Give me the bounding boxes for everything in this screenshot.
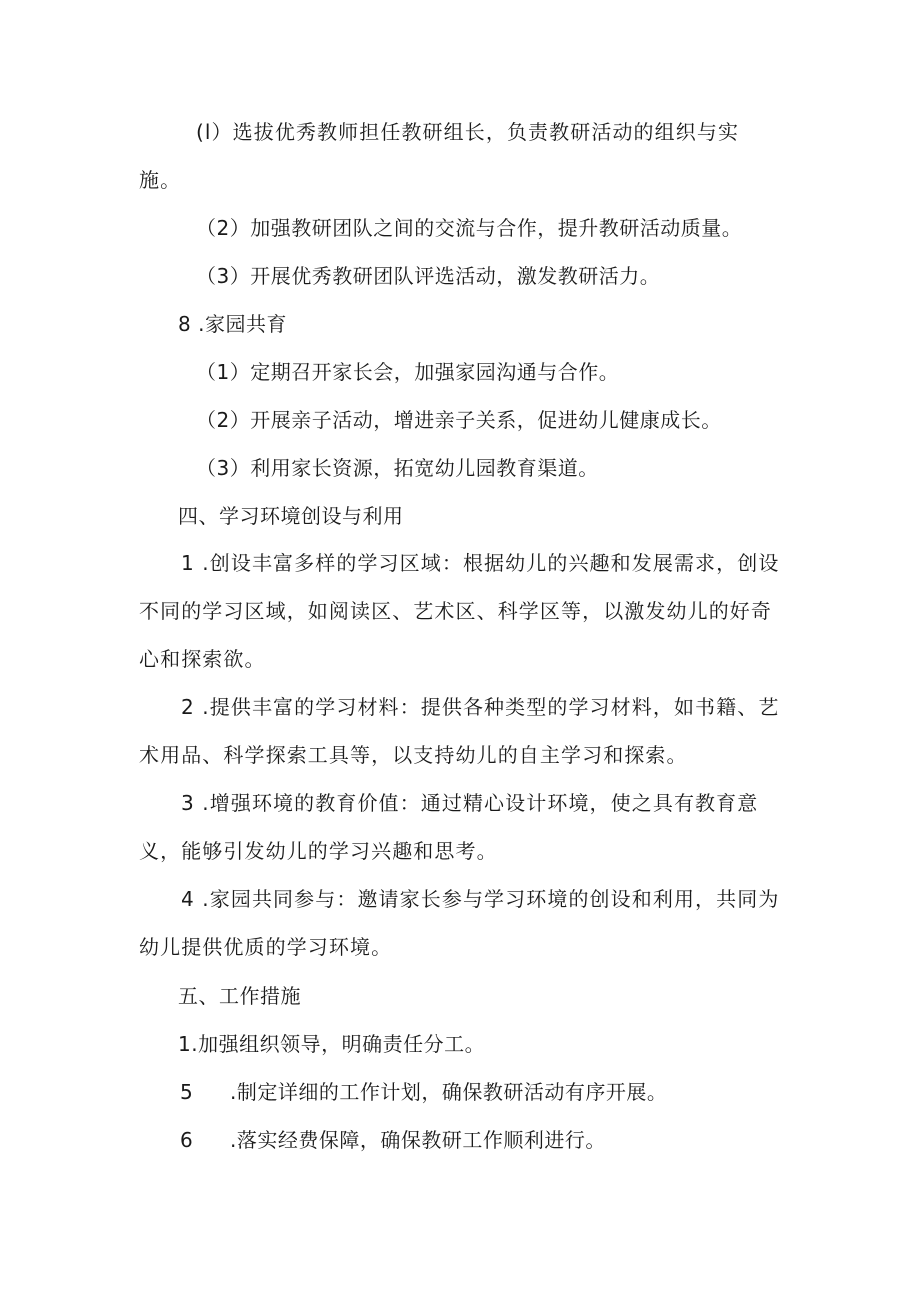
section-heading: 五、工作措施 xyxy=(178,984,301,1008)
paragraph: 4 .家园共同参与：邀请家长参与学习环境的创设和利用，共同为幼儿提供优质的学习环境。 xyxy=(139,887,780,959)
list-item: （3）利用家长资源，拓宽幼儿园教育渠道。 xyxy=(196,456,599,480)
list-item: （2）加强教研团队之间的交流与合作，提升教研活动质量。 xyxy=(196,216,743,240)
list-item: （3）开展优秀教研团队评选活动，激发教研活力。 xyxy=(196,264,661,288)
section-heading: 8 .家园共育 xyxy=(178,312,287,336)
list-item xyxy=(180,1125,606,1155)
item-text: 加强组织领导，明确责任分工。 xyxy=(198,1032,486,1056)
list-item: (l）选拔优秀教师担任教研组长，负责教研活动的组织与实施。 xyxy=(139,120,740,192)
list-item xyxy=(180,1077,667,1107)
item-text: .制定详细的工作计划，确保教研活动有序开展。 xyxy=(230,1080,668,1104)
paragraph: 2 .提供丰富的学习材料：提供各种类型的学习材料，如书籍、艺术用品、科学探索工具等，以支持幼儿的自主学习和探索。 xyxy=(139,695,780,767)
list-item: （1）定期召开家长会，加强家园沟通与合作。 xyxy=(196,360,620,384)
list-item xyxy=(178,1029,485,1059)
item-text: .落实经费保障，确保教研工作顺利进行。 xyxy=(230,1128,606,1152)
item-number: 1. xyxy=(178,1032,199,1056)
section-heading: 四、学习环境创设与利用 xyxy=(178,504,404,528)
list-item: （2）开展亲子活动，增进亲子关系，促进幼儿健康成长。 xyxy=(196,408,722,432)
item-number: 5 xyxy=(180,1080,194,1104)
item-number: 6 xyxy=(180,1128,194,1152)
paragraph: 1 .创设丰富多样的学习区域：根据幼儿的兴趣和发展需求，创设不同的学习区域，如阅读区、艺术区、科学区等，以激发幼儿的好奇心和探索欲。 xyxy=(139,551,780,671)
paragraph: 3 .增强环境的教育价值：通过精心设计环境，使之具有教育意义，能够引发幼儿的学习兴趣和思考。 xyxy=(139,791,759,863)
